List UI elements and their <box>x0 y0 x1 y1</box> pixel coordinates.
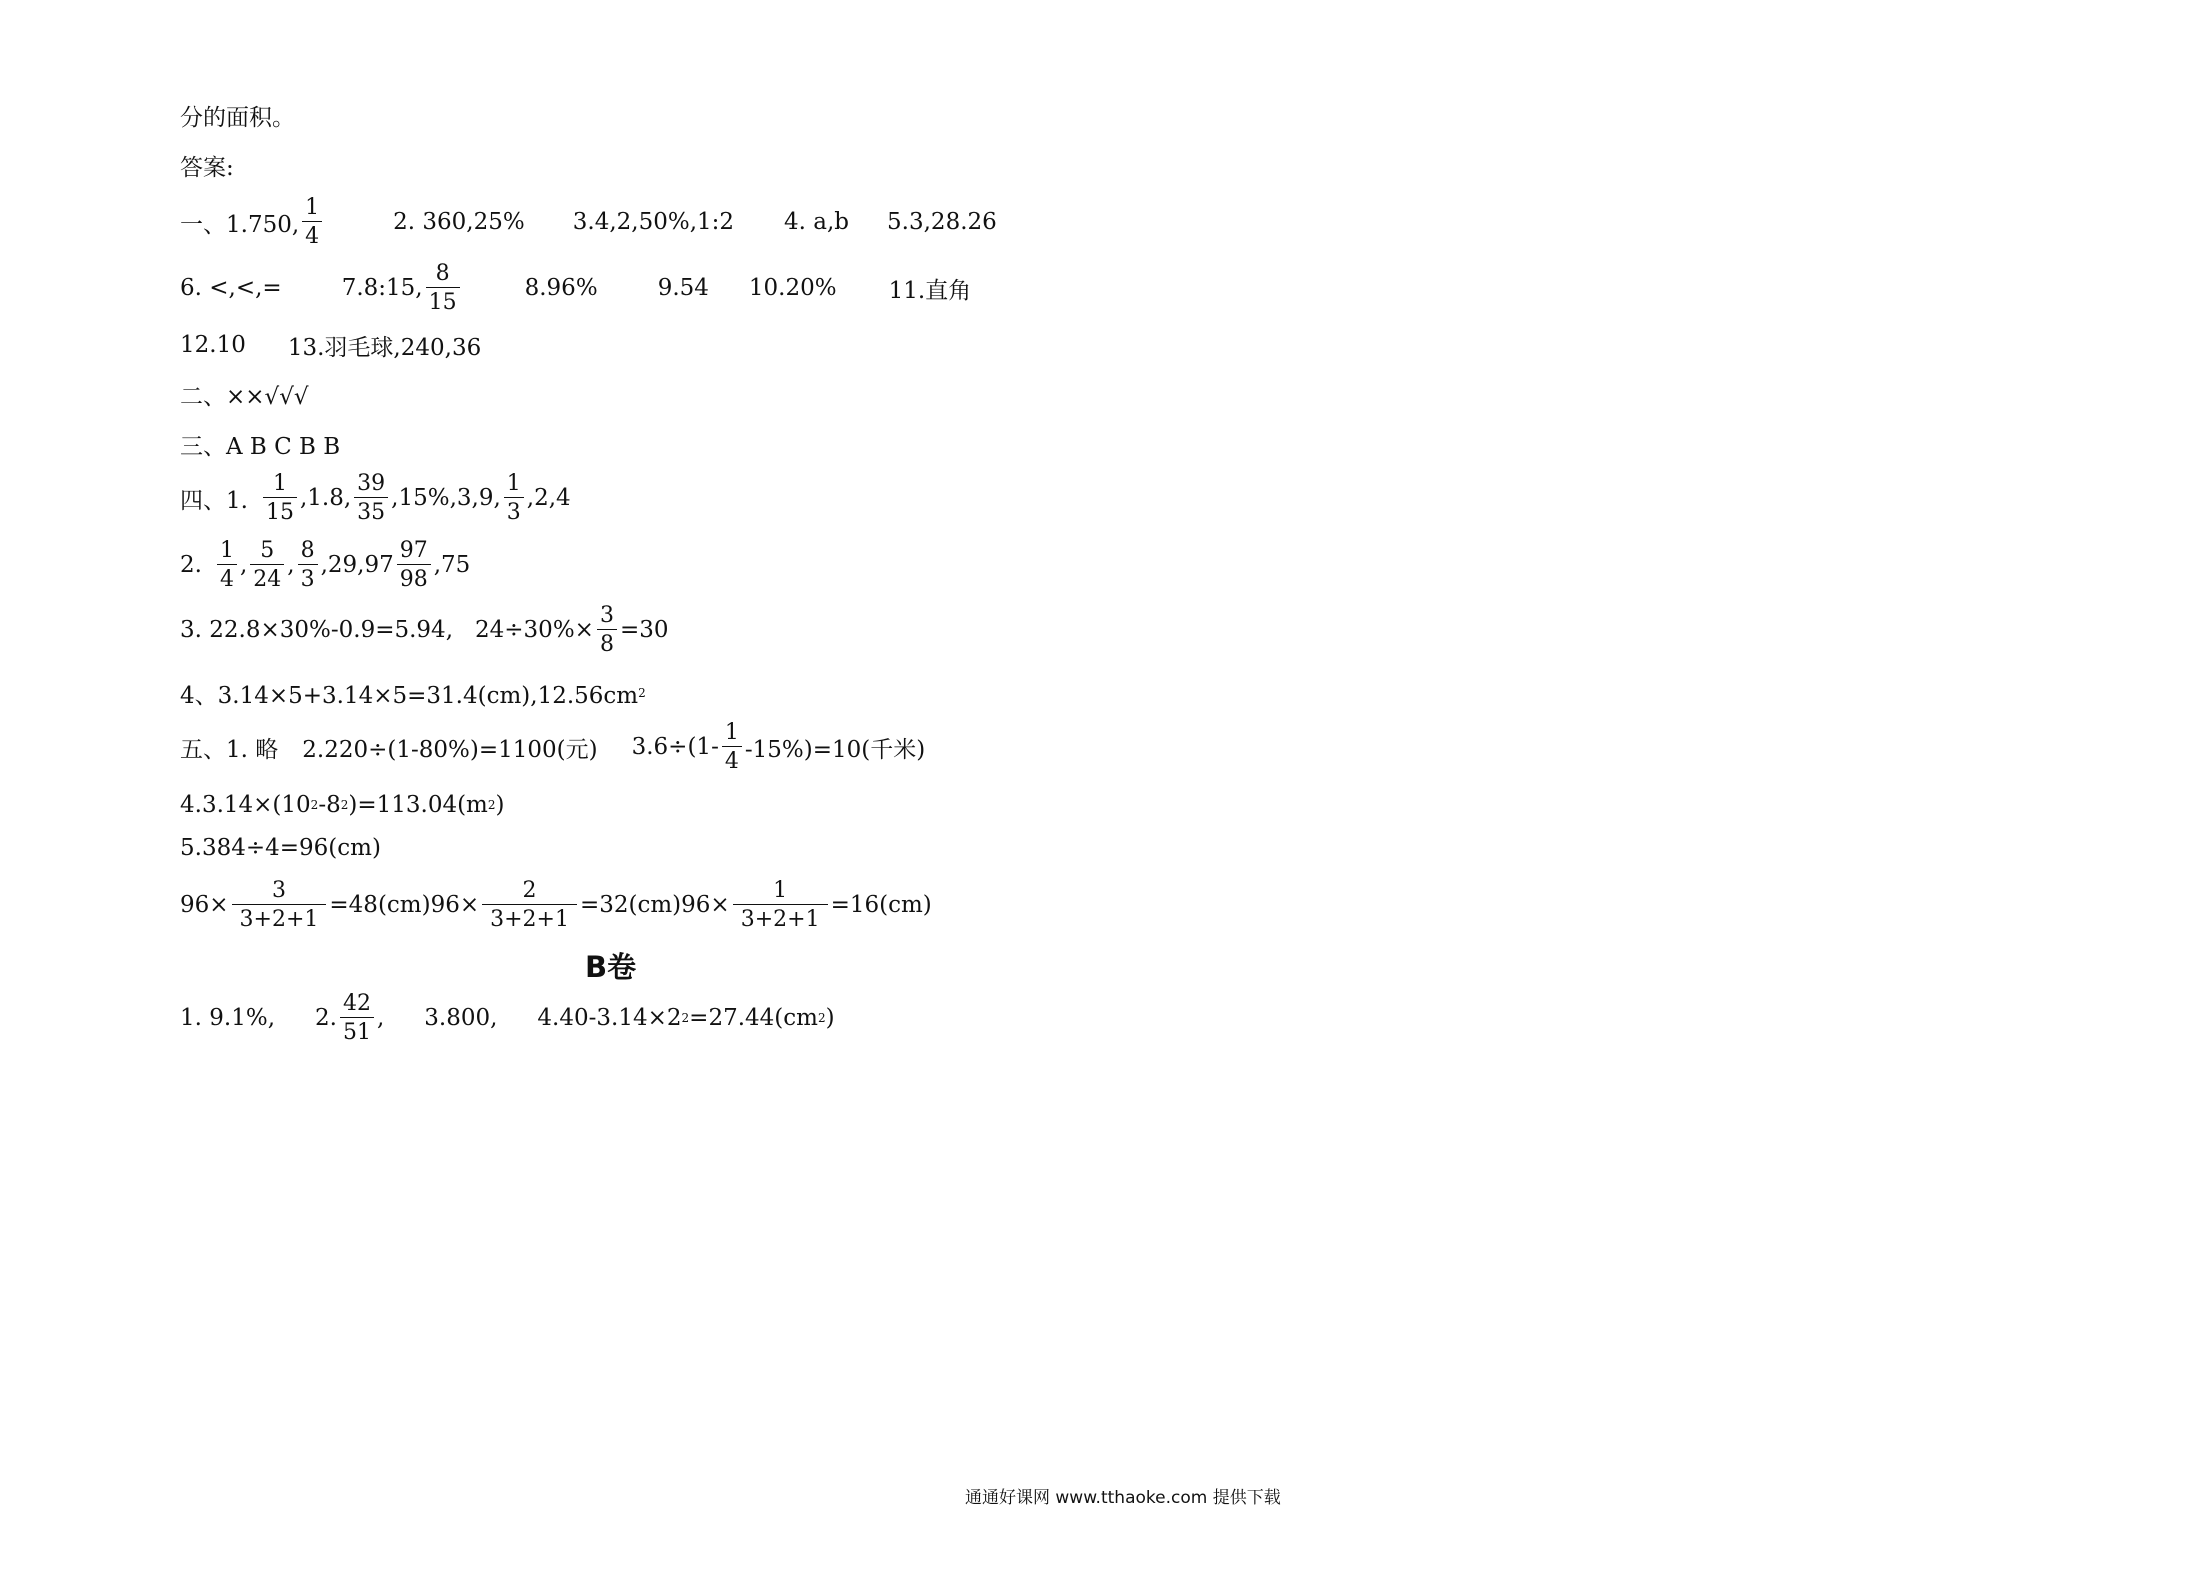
fraction <box>597 602 617 657</box>
answer-text: , <box>239 552 248 578</box>
answers-label: 答案: <box>180 154 234 181</box>
answer-text: =32(cm)96× <box>579 892 730 918</box>
answer-text: 三、A B C B B <box>180 433 341 460</box>
answer-text: 5.3,28.26 <box>887 209 997 235</box>
fraction-denominator: 3 <box>504 497 524 524</box>
fraction-numerator: 1 <box>724 719 739 745</box>
answer-text: ,2,4 <box>526 485 571 511</box>
answer-text: =30 <box>619 617 669 643</box>
top-text-line <box>180 95 295 135</box>
answer-line-section-5-1 <box>180 719 926 774</box>
answer-line-section-2 <box>180 374 309 414</box>
fraction-denominator: 3 <box>298 564 318 591</box>
answer-text: ) <box>495 792 505 818</box>
fraction-denominator: 15 <box>426 287 460 314</box>
answer-text: ,29,97 <box>320 552 394 578</box>
answer-line-section-3 <box>180 424 340 464</box>
answers-label-line <box>180 145 234 185</box>
answer-text: 5.384÷4=96(cm) <box>180 835 381 861</box>
answer-line-section-5-3 <box>180 828 381 868</box>
answer-text: 二、××√√√ <box>180 383 309 410</box>
answer-text: -15%)=10(千米) <box>744 736 926 763</box>
fraction-numerator: 8 <box>300 537 315 563</box>
answer-text: 一、1.750, <box>180 211 300 238</box>
answer-text: 4.40-3.14×2 <box>537 1005 682 1031</box>
fraction-denominator: 15 <box>263 497 297 524</box>
fraction-denominator: 3+2+1 <box>482 904 577 931</box>
answer-text: 12.10 <box>180 332 246 358</box>
answer-text: ,75 <box>433 552 471 578</box>
answer-text: )=113.04(m <box>348 792 488 818</box>
fraction-numerator: 3 <box>599 602 614 628</box>
answer-text: 3.4,2,50%,1:2 <box>572 209 735 235</box>
fraction-denominator: 3+2+1 <box>232 904 327 931</box>
answer-text: 6. <,<,= <box>180 275 282 301</box>
fraction <box>298 537 318 592</box>
fraction <box>340 990 374 1045</box>
answer-line-1 <box>180 194 997 249</box>
answer-text: 10.20% <box>748 275 837 301</box>
fraction <box>733 877 828 932</box>
answer-line-section-4-2 <box>180 537 471 592</box>
answer-text: 2. <box>315 1005 337 1031</box>
fraction-numerator: 39 <box>357 470 386 496</box>
fraction-denominator: 35 <box>354 497 388 524</box>
answer-text: 8.96% <box>524 275 598 301</box>
answer-text: 2. <box>180 552 202 578</box>
fraction-denominator: 24 <box>250 564 284 591</box>
answer-text: 7.8:15, <box>341 275 423 301</box>
superscript: 2 <box>340 798 349 812</box>
answer-text: , <box>376 1005 385 1031</box>
answer-text: 3. 22.8×30%-0.9=5.94, <box>180 617 454 643</box>
fraction <box>354 470 388 525</box>
answer-text: =16(cm) <box>830 892 932 918</box>
fraction <box>232 877 327 932</box>
fraction <box>250 537 284 592</box>
fraction-denominator: 51 <box>340 1017 374 1044</box>
answer-line-section-5-4 <box>180 877 932 933</box>
fraction-numerator: 5 <box>260 537 275 563</box>
answer-line-section-4-4 <box>180 673 646 713</box>
answer-text: 四、1. <box>180 487 248 514</box>
answer-text: , <box>287 552 295 578</box>
fraction <box>302 194 322 249</box>
fraction <box>217 537 237 592</box>
fraction-numerator: 1 <box>219 537 234 563</box>
superscript: 2 <box>310 798 319 812</box>
answer-text: 1. 9.1%, <box>180 1005 275 1031</box>
answer-text: ,15%,3,9, <box>391 485 501 511</box>
answer-line-2 <box>180 260 972 315</box>
answer-text: 4. a,b <box>784 209 850 235</box>
answer-text: -8 <box>318 792 341 818</box>
fraction-numerator: 8 <box>435 260 450 286</box>
answer-text: 4.3.14×(10 <box>180 792 311 818</box>
superscript: 2 <box>817 1011 826 1025</box>
fraction-numerator: 2 <box>522 877 537 903</box>
fraction-numerator: 42 <box>342 990 371 1016</box>
answer-text: 11.直角 <box>888 277 972 304</box>
fraction <box>263 470 297 525</box>
top-text: 分的面积。 <box>180 104 295 131</box>
fraction <box>504 470 524 525</box>
answer-text: =27.44(cm <box>689 1005 818 1031</box>
answer-text: 13.羽毛球,240,36 <box>287 334 482 361</box>
fraction-denominator: 4 <box>217 564 237 591</box>
answer-line-section-4-3 <box>180 602 669 657</box>
answer-text: 9.54 <box>657 275 709 301</box>
fraction-numerator: 97 <box>399 537 428 563</box>
answer-text: 24÷30%× <box>475 617 594 643</box>
fraction-numerator: 3 <box>271 877 286 903</box>
fraction-numerator: 1 <box>272 470 287 496</box>
superscript: 2 <box>487 798 496 812</box>
answer-line-3 <box>180 325 481 365</box>
fraction-numerator: 1 <box>506 470 521 496</box>
superscript: 2 <box>638 686 646 700</box>
answer-text: 3.800, <box>424 1005 498 1031</box>
answer-text: 96× <box>180 892 229 918</box>
answer-line-section-4-1 <box>180 470 571 525</box>
answer-text: 2.220÷(1-80%)=1100(元) <box>302 736 598 763</box>
answer-text: 2. 360,25% <box>393 209 525 235</box>
answer-line-section-5-2 <box>180 785 505 825</box>
fraction <box>482 877 577 932</box>
fraction <box>722 719 742 774</box>
answer-line-section-b <box>180 992 835 1044</box>
fraction-denominator: 4 <box>722 746 742 773</box>
answer-text: 五、1. 略 <box>180 736 279 763</box>
fraction-numerator: 1 <box>305 194 320 220</box>
fraction-denominator: 98 <box>397 564 431 591</box>
fraction <box>426 260 460 315</box>
answer-text: ) <box>825 1005 835 1031</box>
fraction <box>397 537 431 592</box>
answer-text: 3.6÷(1- <box>631 734 719 760</box>
footer-source-text: 通通好课网 www.tthaoke.com 提供下载 <box>965 1488 1281 1508</box>
fraction-denominator: 4 <box>302 221 322 248</box>
answer-text: ,1.8, <box>299 485 352 511</box>
fraction-denominator: 3+2+1 <box>733 904 828 931</box>
answer-text: =48(cm)96× <box>329 892 480 918</box>
superscript: 2 <box>681 1011 690 1025</box>
answer-text: 4、3.14×5+3.14×5=31.4(cm),12.56cm <box>180 682 639 709</box>
fraction-denominator: 8 <box>597 629 617 656</box>
fraction-numerator: 1 <box>773 877 788 903</box>
section-b-title: B卷 <box>585 950 637 984</box>
